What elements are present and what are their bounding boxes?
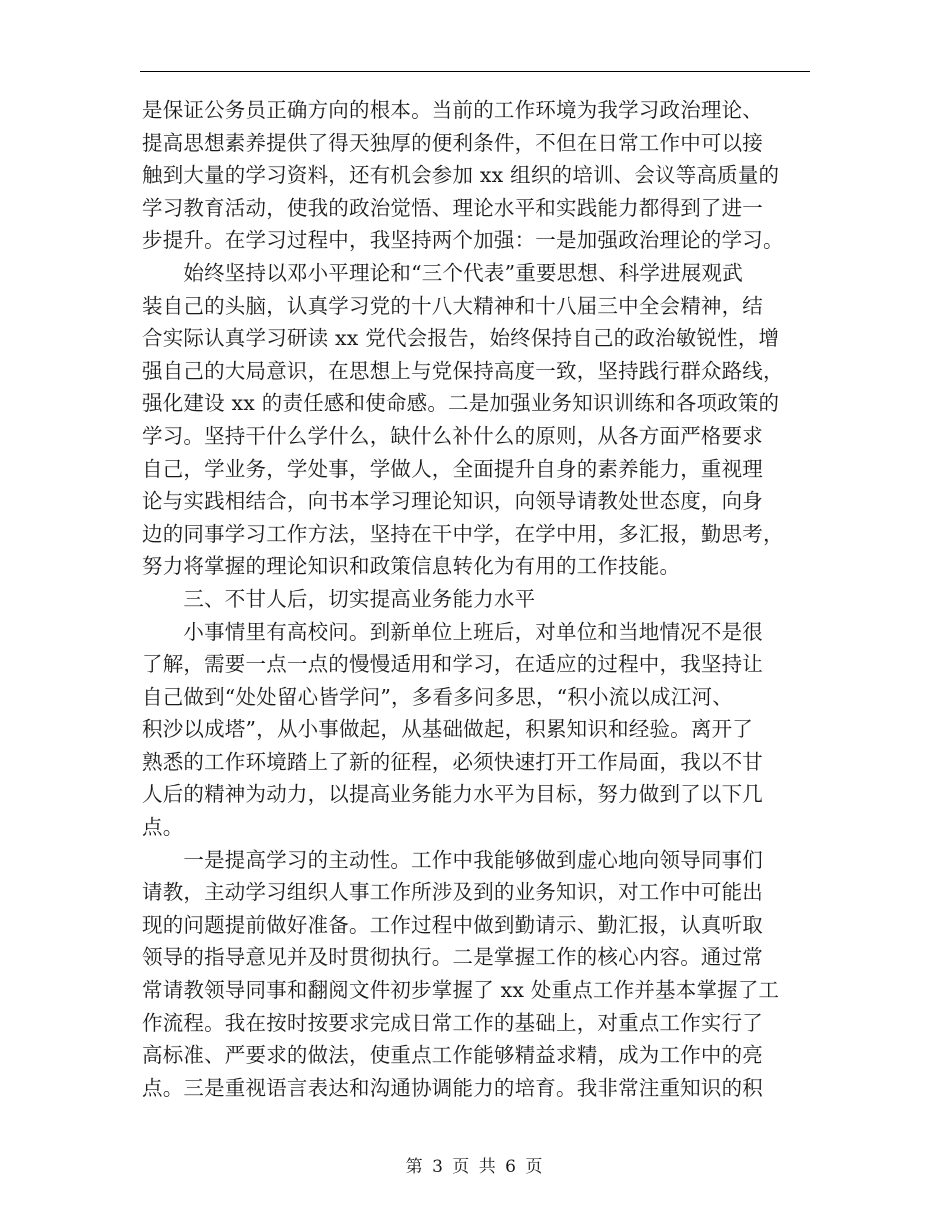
text-line: 强化建设 xx 的责任感和使命感。二是加强业务知识训练和各项政策的 [142,391,780,416]
text-line: 请教，主动学习组织人事工作所涉及到的业务知识，对工作中可能出 [142,880,763,905]
text-line: 触到大量的学习资料，还有机会参加 xx 组织的培训、会议等高质量的 [142,163,780,188]
text-line: 人后的精神为动力，以提高业务能力水平为目标，努力做到了以下几 [142,782,763,807]
text-line: 装自己的头脑，认真学习党的十八大精神和十八届三中全会精神，结 [142,293,763,318]
text-line: 积沙以成塔”，从小事做起，从基础做起，积累知识和经验。离开了 [142,717,753,742]
text-line: 自己，学业务，学处事，学做人，全面提升自身的素养能力，重视理 [142,456,763,481]
text-line: 步提升。在学习过程中，我坚持两个加强：一是加强政治理论的学习。 [142,228,784,253]
text-line: 高标准、严要求的做法，使重点工作能够精益求精，成为工作中的亮 [142,1043,763,1068]
text-line: 现的问题提前做好准备。工作过程中做到勤请示、勤汇报，认真听取 [142,912,763,937]
text-line: 点。三是重视语言表达和沟通协调能力的培育。我非常注重知识的积 [142,1075,763,1100]
text-line: 点。 [142,815,184,840]
text-line: 小事情里有高校问。到新单位上班后，对单位和当地情况不是很 [142,619,763,644]
text-line: 论与实践相结合，向书本学习理论知识，向领导请教处世态度，向身 [142,489,763,514]
body-text [142,94,810,1104]
header-rule [140,71,810,72]
text-line: 常请教领导同事和翻阅文件初步掌握了 xx 处重点工作并基本掌握了工 [142,978,780,1003]
text-line: 是保证公务员正确方向的根本。当前的工作环境为我学习政治理论、 [142,98,763,122]
page-number-footer: 第 3 页 共 6 页 [405,1157,545,1177]
text-line: 熟悉的工作环境踏上了新的征程，必须快速打开工作局面，我以不甘 [142,749,763,774]
text-line: 学习教育活动，使我的政治觉悟、理论水平和实践能力都得到了进一 [142,195,763,220]
text-line: 领导的指导意见并及时贯彻执行。二是掌握工作的核心内容。通过常 [142,945,763,970]
text-line: 努力将掌握的理论知识和政策信息转化为有用的工作技能。 [142,554,681,579]
text-line: 学习。坚持干什么学什么，缺什么补什么的原则，从各方面严格要求 [142,423,763,448]
text-line: 提高思想素养提供了得天独厚的便利条件，不但在日常工作中可以接 [142,130,763,155]
text-line: 强自己的大局意识，在思想上与党保持高度一致，坚持践行群众路线， [142,358,784,383]
text-line: 了解，需要一点一点的慢慢适用和学习，在适应的过程中，我坚持让 [142,652,763,677]
text-line: 三、不甘人后，切实提高业务能力水平 [142,586,536,611]
text-line: 边的同事学习工作方法，坚持在干中学，在学中用，多汇报，勤思考， [142,521,784,546]
text-line: 始终坚持以邓小平理论和“三个代表”重要思想、科学进展观武 [142,260,743,285]
text-line: 合实际认真学习研读 xx 党代会报告，始终保持自己的政治敏锐性，增 [142,326,780,351]
text-line: 自己做到“处处留心皆学问”，多看多问多思，“积小流以成江河、 [142,684,733,709]
text-line: 一是提高学习的主动性。工作中我能够做到虚心地向领导同事们 [142,847,763,872]
text-line: 作流程。我在按时按要求完成日常工作的基础上，对重点工作实行了 [142,1010,763,1035]
